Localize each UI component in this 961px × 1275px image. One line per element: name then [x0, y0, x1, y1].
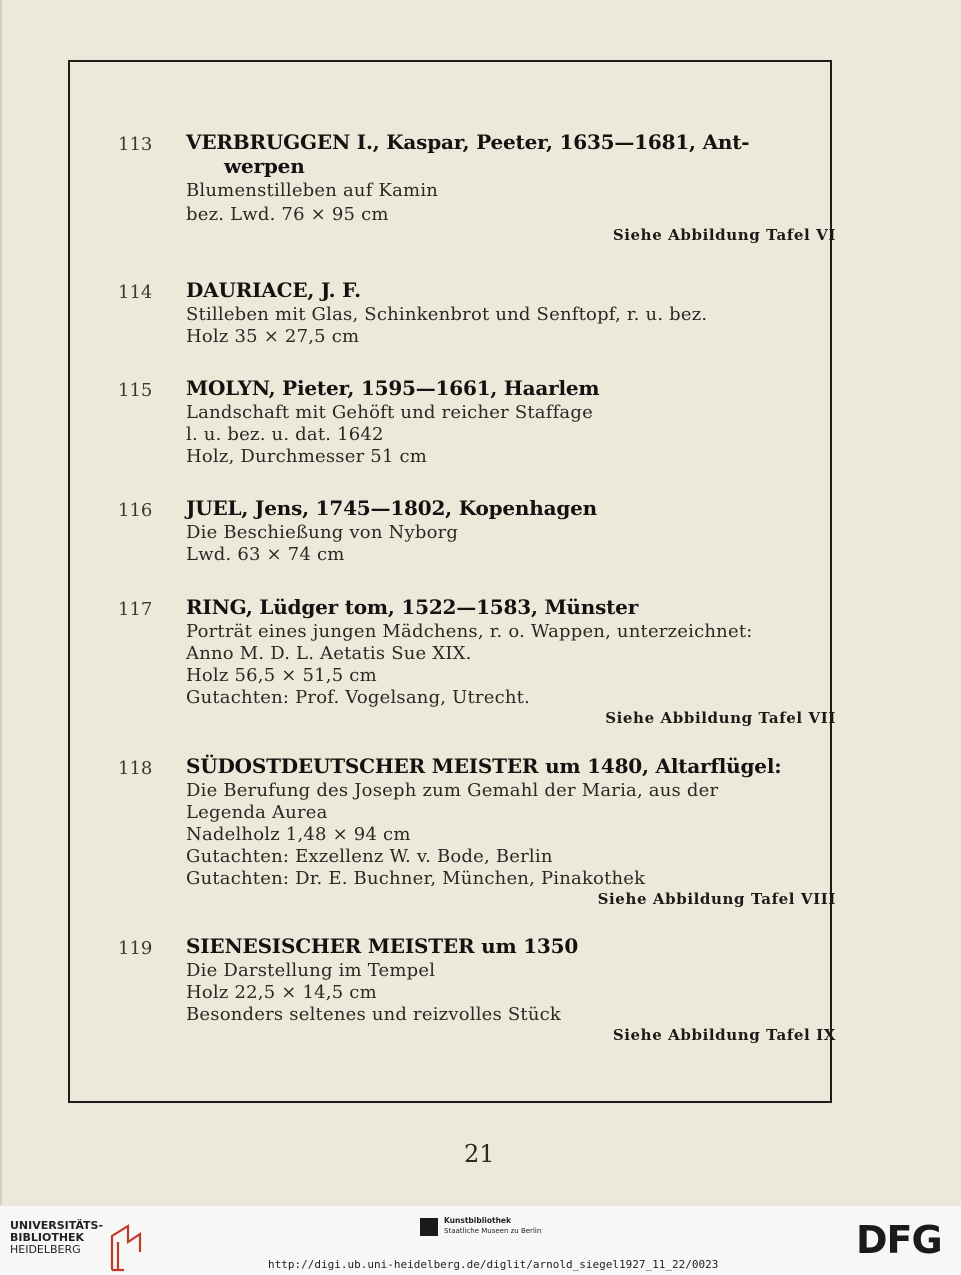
- entry-number: 115: [118, 380, 153, 401]
- entry-number: 119: [118, 938, 153, 959]
- entry-number: 118: [118, 758, 153, 779]
- dfg-logo[interactable]: DFG: [856, 1218, 942, 1262]
- entry-artist: DAURIACE, J. F.: [186, 278, 361, 302]
- entry-artist: VERBRUGGEN I., Kaspar, Peeter, 1635—1681, Ant- werpen: [186, 130, 750, 178]
- plate-reference: Siehe Abbildung Tafel VIII: [597, 890, 836, 908]
- kunstbibliothek-mark-icon: [420, 1218, 438, 1236]
- entry-line: Besonders seltenes und reizvolles Stück: [186, 1004, 562, 1025]
- entry-number: 114: [118, 282, 153, 303]
- entry-line: l. u. bez. u. dat. 1642: [186, 424, 384, 445]
- entry-line: Lwd. 63 × 74 cm: [186, 544, 345, 565]
- plate-reference: Siehe Abbildung Tafel VII: [605, 709, 836, 727]
- entry-line: Porträt eines jungen Mädchens, r. o. Wappen, unterzeichnet:: [186, 621, 753, 642]
- entry-line: Die Beschießung von Nyborg: [186, 522, 459, 543]
- entry-number: 113: [118, 134, 153, 155]
- entry-artist: SÜDOSTDEUTSCHER MEISTER um 1480, Altarflügel:: [186, 754, 782, 778]
- entry-number: 117: [118, 599, 153, 620]
- entry-line: Blumenstilleben auf Kamin: [186, 180, 439, 201]
- entry-line: Anno M. D. L. Aetatis Sue XIX.: [186, 643, 472, 664]
- ub-heidelberg-logo[interactable]: [10, 1220, 103, 1256]
- entry-artist: RING, Lüdger tom, 1522—1583, Münster: [186, 595, 639, 619]
- entry-artist: JUEL, Jens, 1745—1802, Kopenhagen: [186, 496, 597, 520]
- ub-logo-text: UNIVERSITÄTS- BIBLIOTHEK HEIDELBERG: [10, 1219, 104, 1256]
- page-edge: [0, 0, 2, 1205]
- ub-emblem-icon: [108, 1222, 144, 1272]
- entry-line: Holz, Durchmesser 51 cm: [186, 446, 428, 467]
- plate-reference: Siehe Abbildung Tafel VI: [612, 226, 836, 244]
- entry-line: Holz 35 × 27,5 cm: [186, 326, 360, 347]
- digitization-footer: UNIVERSITÄTS- BIBLIOTHEK HEIDELBERG Kunstbibliothek Staatliche Museen zu Berlin DFG http://digi.ub.uni-heidelberg.de/diglit/arnold_siegel1927_11_22/0023: [0, 1206, 961, 1275]
- entry-line: Gutachten: Exzellenz W. v. Bode, Berlin: [186, 846, 553, 867]
- entry-line: Holz 22,5 × 14,5 cm: [186, 982, 377, 1003]
- entry-line: Die Darstellung im Tempel: [186, 960, 436, 981]
- entry-line: Stilleben mit Glas, Schinkenbrot und Senftopf, r. u. bez.: [186, 304, 708, 325]
- entry-artist: SIENESISCHER MEISTER um 1350: [186, 934, 579, 958]
- entry-number: 116: [118, 500, 153, 521]
- plate-reference: Siehe Abbildung Tafel IX: [612, 1026, 836, 1044]
- entry-line: Gutachten: Prof. Vogelsang, Utrecht.: [186, 687, 531, 708]
- entry-line: Holz 56,5 × 51,5 cm: [186, 665, 377, 686]
- entry-line: Gutachten: Dr. E. Buchner, München, Pinakothek: [186, 868, 646, 889]
- entry-line: bez. Lwd. 76 × 95 cm: [186, 204, 389, 225]
- entry-line: Landschaft mit Gehöft und reicher Staffage: [186, 402, 593, 423]
- entry-line: Nadelholz 1,48 × 94 cm: [186, 824, 411, 845]
- entry-line: Die Berufung des Joseph zum Gemahl der Maria, aus der: [186, 780, 719, 801]
- entry-line: Legenda Aurea: [186, 802, 328, 823]
- page-number: 21: [464, 1140, 495, 1168]
- entry-artist: MOLYN, Pieter, 1595—1661, Haarlem: [186, 376, 600, 400]
- permalink-url[interactable]: http://digi.ub.uni-heidelberg.de/diglit/arnold_siegel1927_11_22/0023: [268, 1258, 719, 1271]
